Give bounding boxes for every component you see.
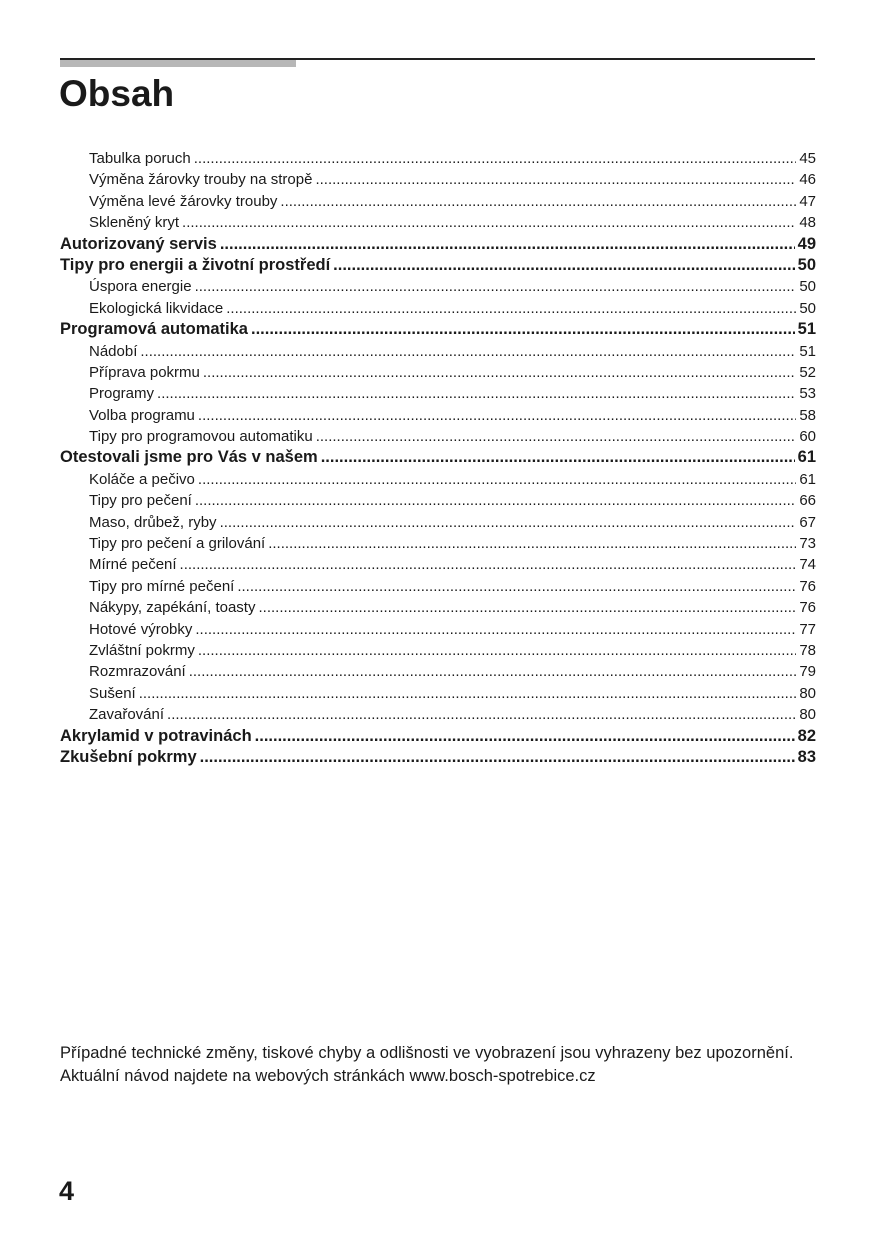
dot-leader: [226, 298, 796, 319]
dot-leader: [251, 319, 795, 340]
toc-subentry[interactable]: [60, 576, 816, 597]
toc-entry-page: 79: [799, 663, 816, 681]
toc-subentry[interactable]: [60, 298, 816, 319]
toc-entry-label: Maso, drůbež, ryby: [89, 513, 217, 531]
toc-entry-label: Skleněný kryt: [89, 214, 180, 232]
toc-entry-page: 58: [799, 406, 816, 424]
toc-entry-label: Hotové výrobky: [89, 620, 193, 638]
toc-entry-page: 82: [797, 726, 816, 745]
toc-entry-label: Tipy pro pečení a grilování: [89, 535, 266, 553]
toc-subentry[interactable]: [60, 704, 816, 725]
toc-subentry[interactable]: [60, 405, 816, 426]
toc-subentry[interactable]: [60, 148, 816, 169]
toc-entry-page: 80: [799, 706, 816, 724]
dot-leader: [316, 426, 797, 447]
toc-entry-page: 52: [799, 363, 816, 381]
dot-leader: [167, 704, 796, 725]
toc-entry-label: Zavařování: [89, 706, 165, 724]
toc-section-entry[interactable]: [60, 726, 816, 747]
toc-section-entry[interactable]: [60, 255, 816, 276]
toc-subentry[interactable]: [60, 640, 816, 661]
toc-entry-label: Tipy pro pečení: [89, 492, 192, 510]
dot-leader: [189, 661, 797, 682]
toc-subentry[interactable]: [60, 341, 816, 362]
toc-entry-page: 67: [799, 513, 816, 531]
toc-entry-page: 73: [799, 535, 816, 553]
toc-entry-label: Nákypy, zapékání, toasty: [89, 599, 256, 617]
toc-entry-page: 83: [797, 747, 816, 766]
toc-section-entry[interactable]: [60, 234, 816, 255]
toc-entry-label: Zkušební pokrmy: [60, 747, 197, 766]
toc-subentry[interactable]: [60, 597, 816, 618]
toc-entry-page: 60: [799, 428, 816, 446]
toc-entry-page: 51: [797, 320, 816, 339]
toc-entry-label: Výměna levé žárovky trouby: [89, 192, 278, 210]
dot-leader: [315, 169, 796, 190]
dot-leader: [268, 533, 796, 554]
dot-leader: [180, 554, 797, 575]
toc-section-entry[interactable]: [60, 747, 816, 768]
toc-entry-page: 45: [799, 150, 816, 167]
dot-leader: [258, 597, 796, 618]
dot-leader: [195, 619, 796, 640]
toc-entry-page: 76: [799, 599, 816, 617]
dot-leader: [194, 148, 797, 169]
dot-leader: [195, 490, 796, 511]
toc-entry-page: 61: [799, 470, 816, 488]
dot-leader: [157, 383, 796, 404]
toc-subentry[interactable]: [60, 169, 816, 190]
dot-leader: [280, 191, 796, 212]
dot-leader: [255, 726, 795, 747]
toc-subentry[interactable]: [60, 276, 816, 297]
toc-entry-label: Úspora energie: [89, 278, 192, 296]
dot-leader: [139, 683, 797, 704]
toc-entry-page: 50: [797, 255, 816, 274]
toc-entry-label: Rozmrazování: [89, 663, 186, 681]
toc-entry-page: 66: [799, 492, 816, 510]
dot-leader: [203, 362, 796, 383]
toc-subentry[interactable]: [60, 619, 816, 640]
toc-entry-page: 61: [797, 448, 816, 467]
toc-entry-page: 76: [799, 577, 816, 595]
toc-entry-label: Tipy pro programovou automatiku: [89, 428, 313, 446]
dot-leader: [140, 341, 796, 362]
toc-subentry[interactable]: [60, 661, 816, 682]
toc-entry-label: Ekologická likvidace: [89, 299, 224, 317]
toc-entry-label: Tabulka poruch: [89, 150, 191, 167]
toc-entry-page: 51: [799, 342, 816, 360]
toc-entry-page: 74: [799, 556, 816, 574]
dot-leader: [198, 469, 796, 490]
toc-entry-page: 46: [799, 171, 816, 189]
toc-entry-page: 53: [799, 385, 816, 403]
toc-entry-page: 47: [799, 192, 816, 210]
toc-entry-label: Sušení: [89, 684, 136, 702]
toc-entry-label: Mírné pečení: [89, 556, 177, 574]
toc-subentry[interactable]: [60, 554, 816, 575]
dot-leader: [195, 276, 797, 297]
toc-subentry[interactable]: [60, 683, 816, 704]
disclaimer-note: Případné technické změny, tiskové chyby a odlišnosti ve vyobrazení jsou vyhrazeny bez upozornění. Aktuální návod najdete na webových stránkách www.bosch-spotrebice.cz: [60, 1044, 794, 1085]
toc-entry-page: 78: [799, 641, 816, 659]
toc-subentry[interactable]: [60, 212, 816, 233]
dot-leader: [200, 747, 795, 768]
toc-entry-page: 80: [799, 684, 816, 702]
toc-entry-label: Koláče a pečivo: [89, 470, 195, 488]
toc-entry-page: 48: [799, 214, 816, 232]
dot-leader: [333, 255, 794, 276]
toc-subentry[interactable]: [60, 362, 816, 383]
toc-entry-page: 77: [799, 620, 816, 638]
toc-subentry[interactable]: [60, 533, 816, 554]
toc-entry-page: 50: [799, 278, 816, 296]
toc-subentry[interactable]: [60, 512, 816, 533]
toc-subentry[interactable]: [60, 191, 816, 212]
dot-leader: [182, 212, 796, 233]
dot-leader: [237, 576, 796, 597]
toc-entry-label: Volba programu: [89, 406, 195, 424]
dot-leader: [220, 234, 795, 255]
toc-subentry[interactable]: [60, 469, 816, 490]
dot-leader: [220, 512, 797, 533]
dot-leader: [198, 405, 796, 426]
toc-entry-label: Programy: [89, 385, 155, 403]
toc-entry-label: Tipy pro mírné pečení: [89, 577, 235, 595]
toc-entry-page: 50: [799, 299, 816, 317]
toc-entry-label: Příprava pokrmu: [89, 363, 200, 381]
toc-entry-label: Akrylamid v potravinách: [60, 726, 252, 745]
toc-entry-label: Tipy pro energii a životní prostředí: [60, 255, 331, 274]
dot-leader: [321, 447, 795, 468]
toc-entry-label: Zvláštní pokrmy: [89, 641, 195, 659]
toc-entry-label: Autorizovaný servis: [60, 234, 217, 253]
toc-subentry[interactable]: [60, 426, 816, 447]
toc-section-entry[interactable]: [60, 319, 816, 340]
toc-entry-label: Výměna žárovky trouby na stropě: [89, 171, 313, 189]
toc-subentry[interactable]: [60, 383, 816, 404]
toc-entry-label: Otestovali jsme pro Vás v našem: [60, 448, 318, 467]
dot-leader: [198, 640, 796, 661]
toc-entry-label: Nádobí: [89, 342, 138, 360]
page-title: Obsah: [59, 73, 175, 114]
toc-section-entry[interactable]: [60, 447, 816, 468]
table-of-contents: [60, 148, 816, 768]
toc-entry-label: Programová automatika: [60, 320, 248, 339]
page-number: 4: [59, 1176, 75, 1206]
toc-entry-page: 49: [797, 234, 816, 253]
toc-subentry[interactable]: [60, 490, 816, 511]
header-accent-bar: [60, 60, 296, 67]
